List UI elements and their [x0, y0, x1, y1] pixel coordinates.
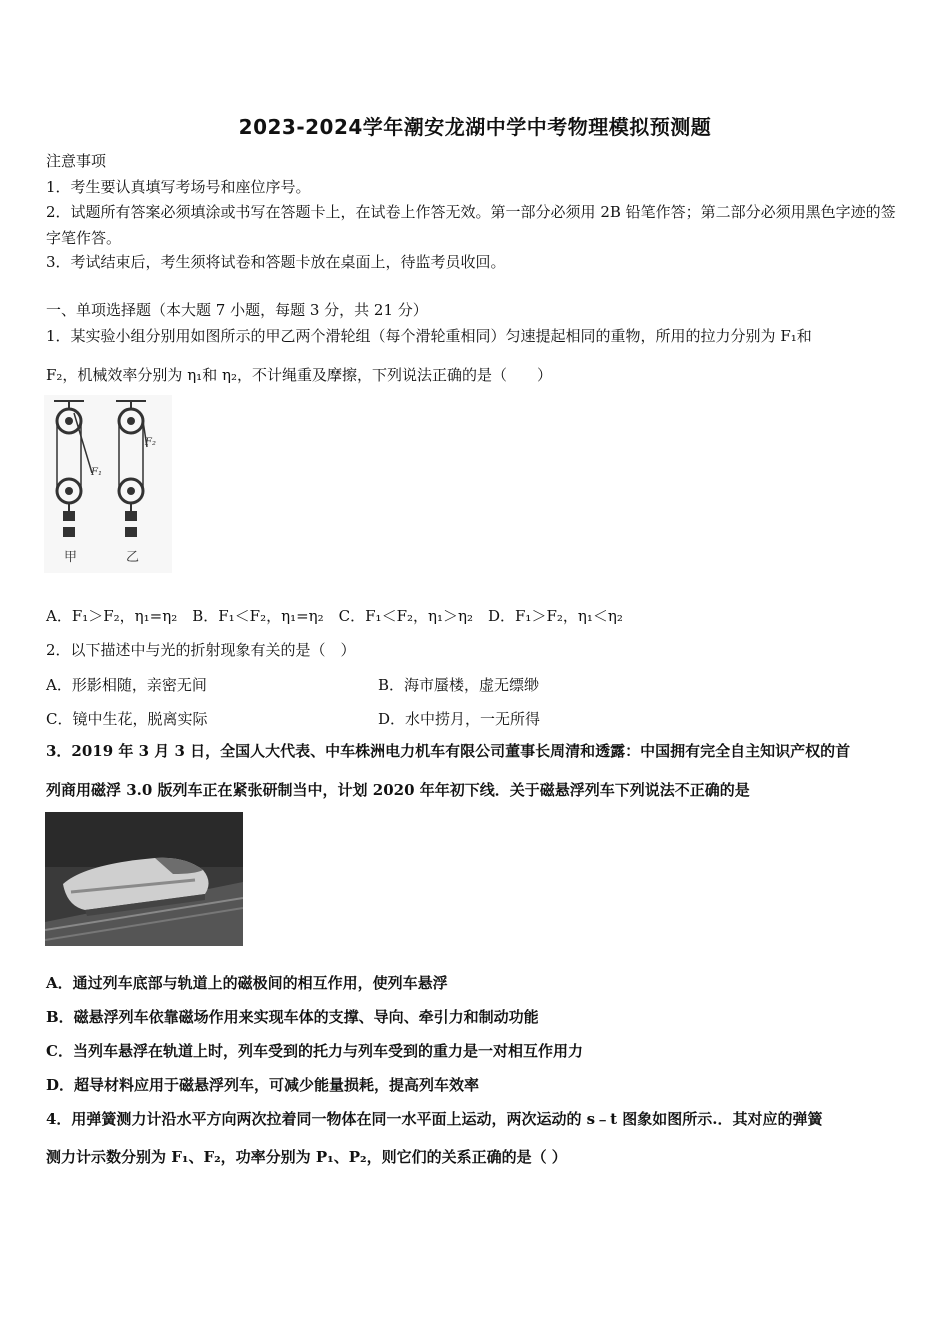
label-f2: F₂: [145, 437, 156, 448]
q3-stem-line1: 3．2019 年 3 月 3 日，全国人大代表、中车株洲电力机车有限公司董事长周清和透露：中国拥有完全自主知识产权的首: [46, 742, 851, 760]
right-fixed-axle: [127, 417, 135, 425]
label-jia: 甲: [64, 550, 78, 565]
pulley-figure: [44, 395, 172, 573]
q3-stem-line2: 列商用磁浮 3.0 版列车正在紧张研制当中，计划 2020 年年初下线．关于磁悬浮列车下列说法不正确的是: [46, 781, 750, 799]
maglev-train-photo: [45, 812, 243, 946]
left-weight-2: [63, 527, 75, 537]
right-weight-1: [125, 511, 137, 521]
section-heading: 一、单项选择题（本大题 7 小题，每题 3 分，共 21 分）: [46, 301, 428, 319]
left-moving-axle: [65, 487, 73, 495]
left-fixed-axle: [65, 417, 73, 425]
page-title: 2023-2024学年潮安龙湖中学中考物理模拟预测题: [238, 115, 712, 139]
q1-options: A．F₁＞F₂，η₁=η₂ B．F₁＜F₂，η₁=η₂ C．F₁＜F₂，η₁＞η₂ D．F₁＞F₂，η₁＜η₂: [46, 607, 623, 625]
q2-option-d: D．水中捞月，一无所得: [378, 710, 541, 728]
photo-sky: [45, 812, 243, 867]
q2-stem: 2．以下描述中与光的折射现象有关的是（ ）: [46, 641, 356, 659]
label-f1: F₁: [91, 467, 102, 478]
q4-stem-line2: 测力计示数分别为 F₁、F₂，功率分别为 P₁、P₂，则它们的关系正确的是（ ）: [46, 1148, 567, 1166]
q2-option-a: A．形影相随，亲密无间: [46, 676, 207, 694]
right-moving-axle: [127, 487, 135, 495]
q3-option-a: A．通过列车底部与轨道上的磁极间的相互作用，使列车悬浮: [46, 974, 448, 992]
q1-stem-line1: 1．某实验小组分别用如图所示的甲乙两个滑轮组（每个滑轮重相同）匀速提起相同的重物，所用的拉力分别为 F₁和: [46, 327, 812, 345]
q2-option-c: C．镜中生花，脱离实际: [46, 710, 208, 728]
q4-stem-line1: 4．用弹簧测力计沿水平方向两次拉着同一物体在同一水平面上运动，两次运动的 s﹣t 图象如图所示.．其对应的弹簧: [46, 1110, 823, 1128]
notice-item-3: 3．考试结束后，考生须将试卷和答题卡放在桌面上，待监考员收回。: [46, 253, 506, 271]
q3-option-b: B．磁悬浮列车依靠磁场作用来实现车体的支撑、导向、牵引力和制动功能: [46, 1008, 539, 1026]
right-weight-2: [125, 527, 137, 537]
pulley-figure-bg: [44, 395, 172, 573]
q3-option-c: C．当列车悬浮在轨道上时，列车受到的托力与列车受到的重力是一对相互作用力: [46, 1042, 583, 1060]
q2-option-b: B．海市蜃楼，虚无缥缈: [378, 676, 540, 694]
label-yi: 乙: [126, 550, 140, 565]
notice-item-1: 1．考生要认真填写考场号和座位序号。: [46, 178, 311, 196]
q1-stem-line2: F₂，机械效率分别为 η₁和 η₂，不计绳重及摩擦，下列说法正确的是（ ）: [46, 366, 552, 384]
left-weight-1: [63, 511, 75, 521]
q3-option-d: D．超导材料应用于磁悬浮列车，可减少能量损耗，提高列车效率: [46, 1076, 480, 1094]
notice-heading: 注意事项: [46, 152, 107, 170]
notice-item-2: 2．试题所有答案必须填涂或书写在答题卡上，在试卷上作答无效。第一部分必须用 2B 铅笔作答；第二部分必须用黑色字迹的签字笔作答。: [46, 203, 896, 247]
